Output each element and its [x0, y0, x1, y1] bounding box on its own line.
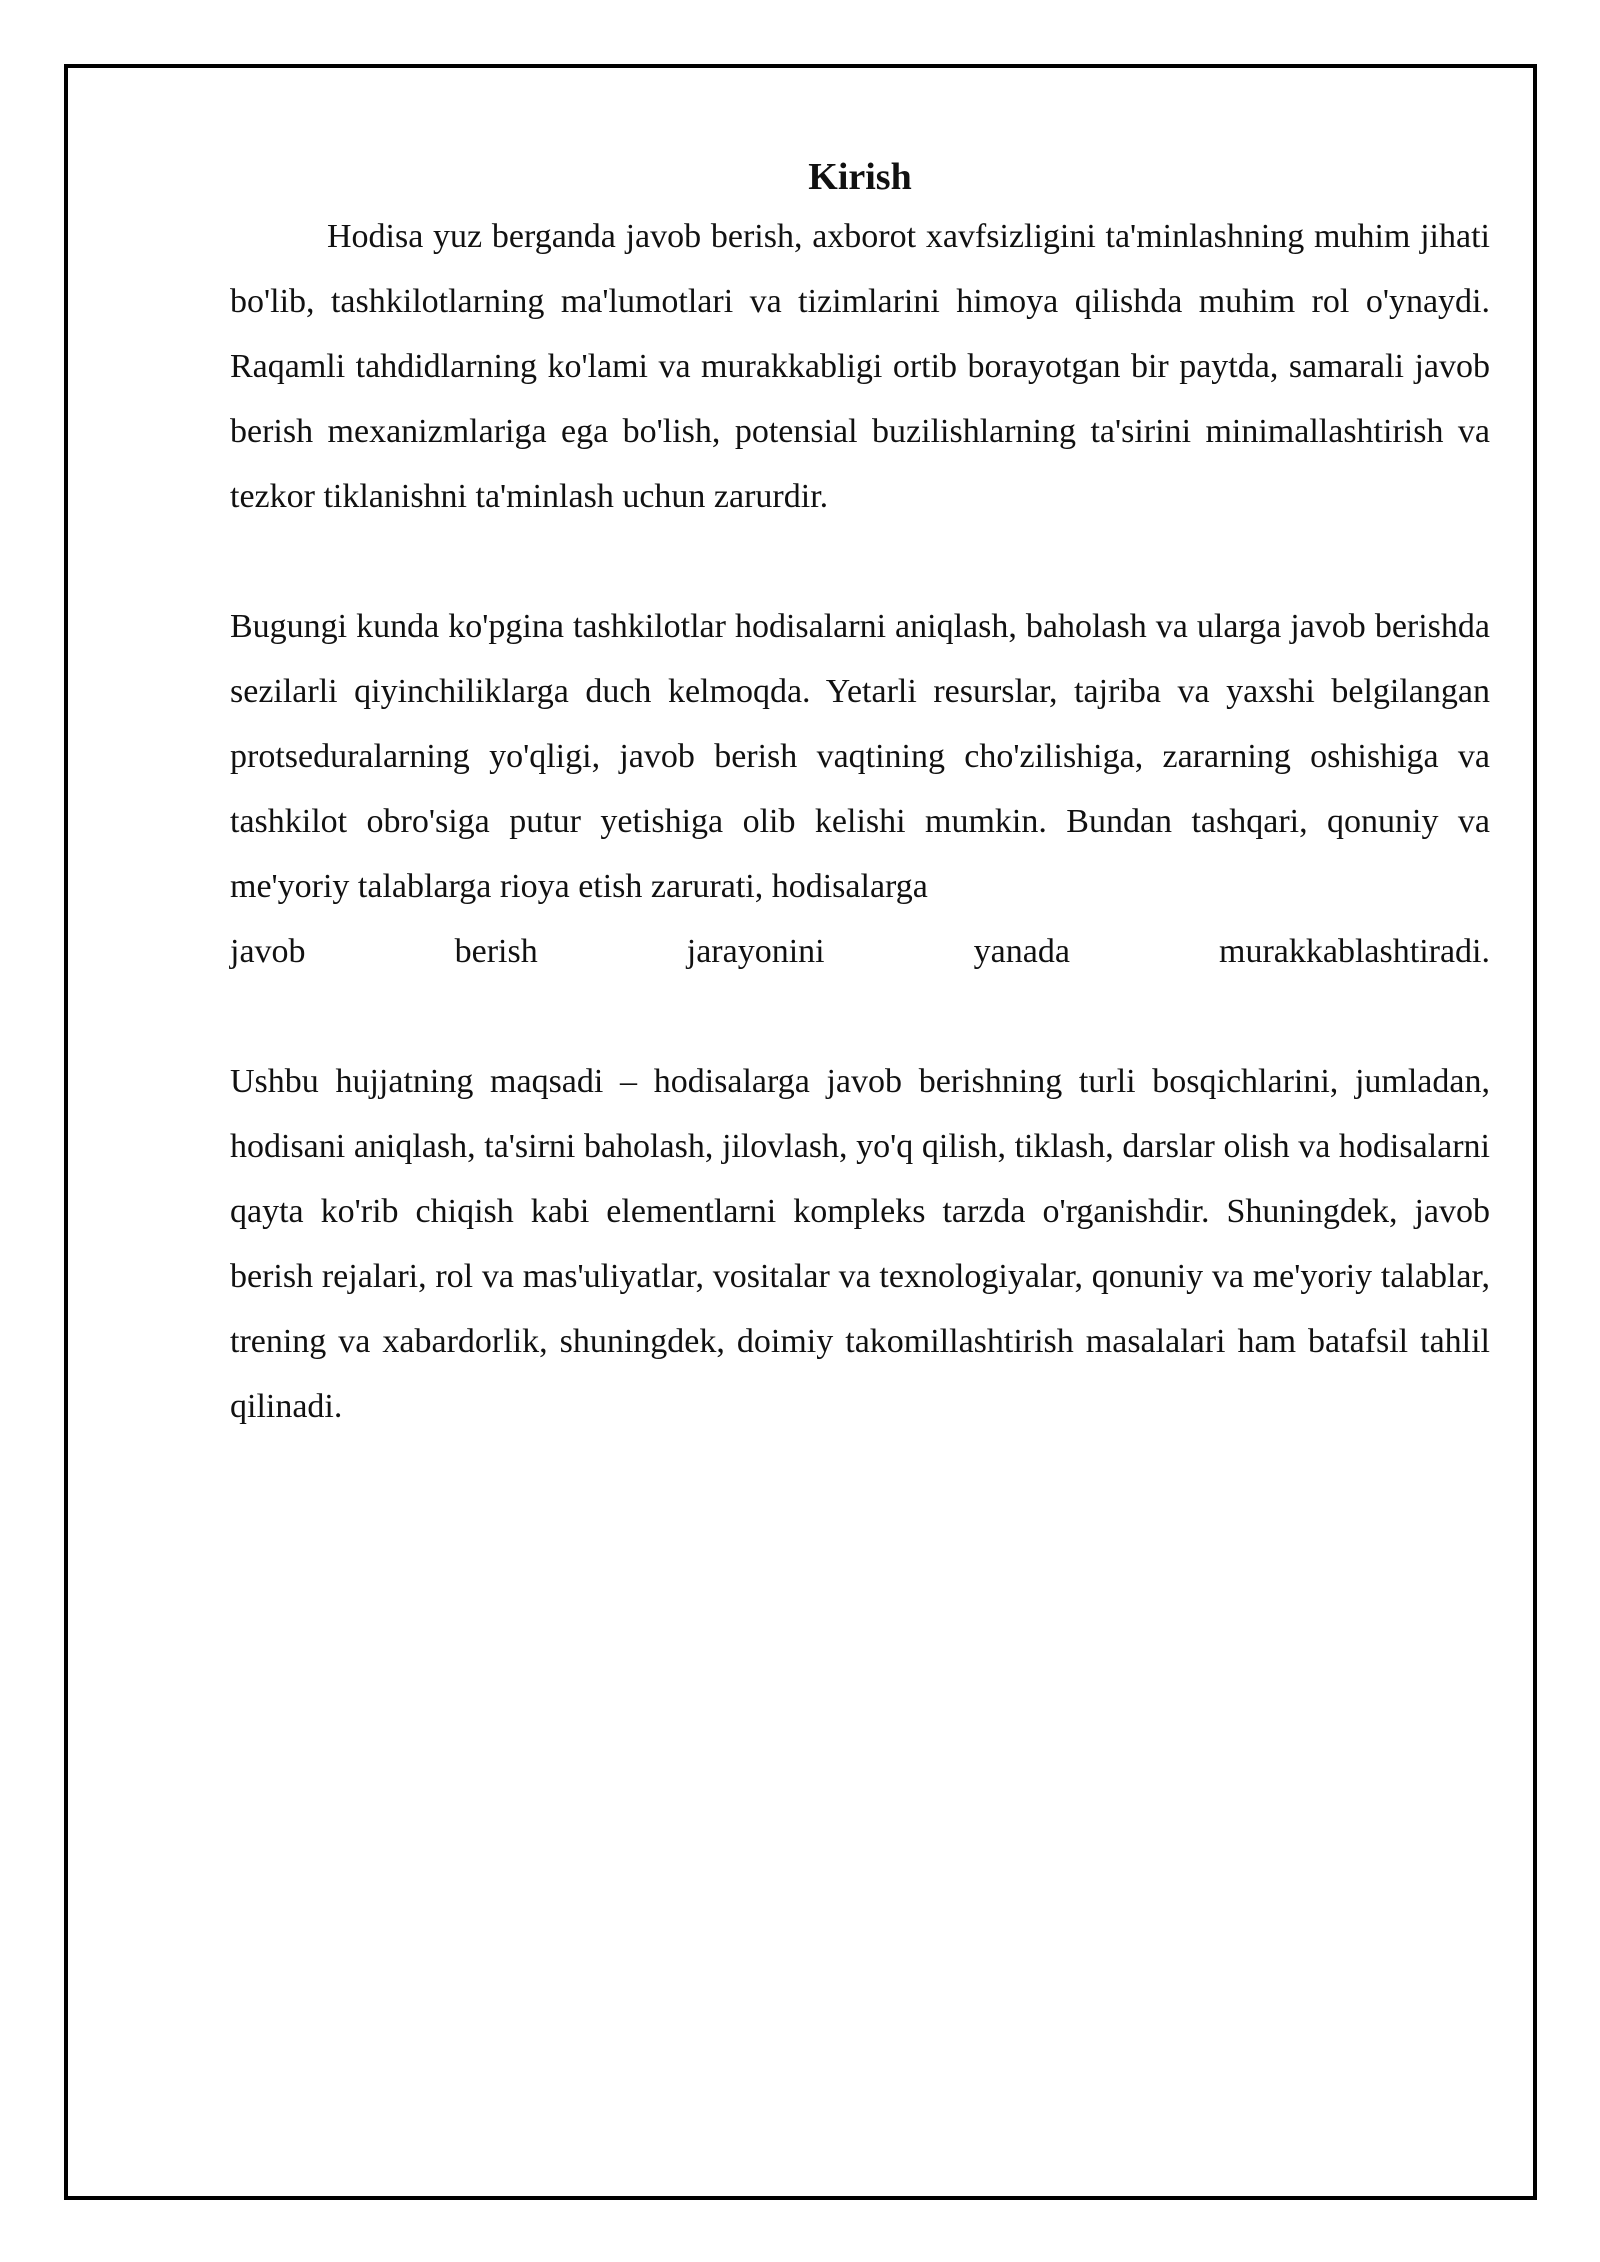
document-body: [230, 152, 1490, 1439]
paragraph-spacer: [230, 984, 1490, 1049]
paragraph-intro: Hodisa yuz berganda javob berish, axborot xavfsizligini ta'minlashning muhim jihati bo'lib, tashkilotlarning ma'lumotlari va tizimlarini himoya qilishda muhim rol o'ynaydi. Raqamli tahdidlarning ko'lami va murakkabligi ortib borayotgan bir paytda, samarali javob berish mexanizmlariga ega bo'lish, potensial buzilishlarning ta'sirini minimallashtirish va tezkor tiklanishni ta'minlash uchun zarurdir.: [230, 218, 1490, 515]
paragraph-challenges-text: Bugungi kunda ko'pgina tashkilotlar hodisalarni aniqlash, baholash va ularga javob berishda sezilarli qiyinchiliklarga duch kelmoqda. Yetarli resurslar, tajriba va yaxshi belgilangan protseduralarning yo'qligi, javob berish vaqtining cho'zilishiga, zararning oshishiga va tashkilot obro'siga putur yetishiga olib kelishi mumkin. Bundan tashqari, qonuniy va me'yoriy talablarga rioya etish zarurati, hodisalarga: [230, 608, 1490, 905]
paragraph-challenges-last-line: javob berish jarayonini yanada murakkablashtiradi.: [230, 933, 1490, 970]
paragraph-challenges: [230, 594, 1490, 984]
document-title: Kirish: [808, 156, 912, 198]
paragraph-spacer: [230, 529, 1490, 594]
paragraph-purpose: Ushbu hujjatning maqsadi – hodisalarga javob berishning turli bosqichlarini, jumladan, hodisani aniqlash, ta'sirni baholash, jilovlash, yo'q qilish, tiklash, darslar olish va hodisalarni qayta ko'rib chiqish kabi elementlarni kompleks tarzda o'rganishdir. Shuningdek, javob berish rejalari, rol va mas'uliyatlar, vositalar va texnologiyalar, qonuniy va me'yoriy talablar, trening va xabardorlik, shuningdek, doimiy takomillashtirish masalalari ham batafsil tahlil qilinadi.: [230, 1063, 1490, 1425]
